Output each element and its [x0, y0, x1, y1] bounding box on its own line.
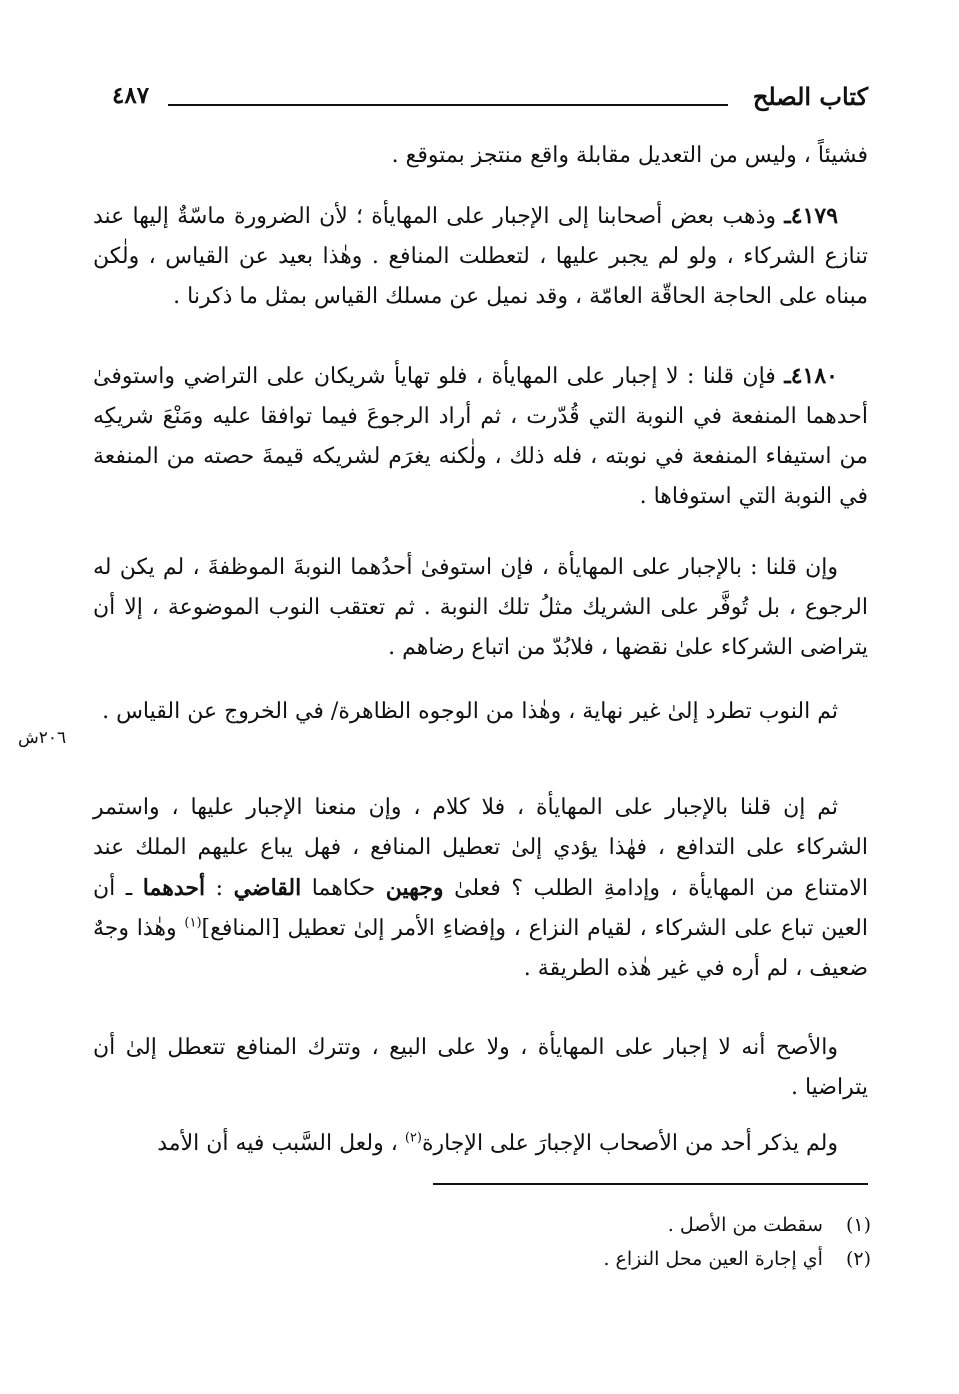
page-header — [112, 78, 868, 118]
bold-term: القاضي — [233, 875, 302, 901]
paragraph-number: ٤١٨٠ـ — [784, 363, 838, 389]
paragraph-ijbar — [93, 548, 868, 668]
paragraph-continuation — [93, 136, 868, 176]
page-number: ٤٨٧ — [112, 82, 150, 109]
paragraph-text: وذهب بعض أصحابنا إلى الإجبار على المهايأة ؛ لأن الضرورة ماسّةٌ إليها عند تنازع الشركاء ، ولو لم يجبر عليها ، لتعطلت المنافع . وهٰذا بعيد عن القياس ، ولٰكن مبناه على الحاجة الحاقّة العامّة ، وقد نميل عن مسلك القياس بمثل ما ذكرنا . — [93, 204, 868, 309]
footnote-1 — [371, 1208, 871, 1242]
paragraph-text: وهٰذا وجهٌ ضعيف ، لم أره في غير هٰذه الطريقة . — [93, 916, 868, 981]
bold-term: وجهين — [385, 875, 444, 901]
paragraph-number: ٤١٧٩ـ — [784, 203, 839, 229]
paragraph-text: ، ولعل السَّبب فيه أن الأمد — [157, 1131, 398, 1156]
paragraph-4180 — [93, 356, 868, 517]
bold-term: أحدهما — [142, 875, 206, 901]
footnote-number: (١) — [845, 1214, 871, 1236]
paragraph-4179 — [93, 196, 868, 317]
paragraph-text: وإن قلنا : بالإجبار على المهايأة ، فإن استوفىٰ أحدُهما النوبةَ الموظفةَ ، لم يكن له الرجوع ، بل تُوفَّر على الشريك مثلُ تلك النوبة . ثم تعتقب النوب الموضوعة ، إلا أن يتراضى الشركاء علىٰ نقضها ، فلابُدّ من اتباع رضاهم . — [93, 555, 868, 660]
paragraph-ijara — [93, 1124, 868, 1164]
paragraph-text: والأصح أنه لا إجبار على المهايأة ، ولا على البيع ، وتترك المنافع تتعطل إلىٰ أن يتراضيا . — [93, 1035, 868, 1100]
running-title: كتاب الصلح — [752, 82, 868, 111]
footnote-2 — [371, 1242, 871, 1276]
paragraph-text: فإن قلنا : لا إجبار على المهايأة ، فلو تهايأ شريكان على التراضي واستوفىٰ أحدهما المنفعة في النوبة التي قُدّرت ، ثم أراد الرجوعَ فيما توافقا عليه ومَنْعَ شريكِه من استيفاء المنفعة في نوبته ، فله ذلك ، ولٰكنه يغرَم لشريكه قيمةَ حصته من المنفعة في النوبة التي استوفاها . — [93, 364, 868, 509]
paragraph-text: حكاهما — [311, 876, 376, 901]
header-rule — [168, 104, 728, 106]
footnotes — [371, 1208, 871, 1276]
paragraph-text: : — [215, 876, 224, 901]
paragraph-asah — [93, 1028, 868, 1108]
paragraph-text: فشيئاً ، وليس من التعديل مقابلة واقع منتجز بمتوقع . — [391, 143, 868, 168]
footnote-text: أي إجارة العين محل النزاع . — [603, 1248, 823, 1270]
footnote-number: (٢) — [845, 1248, 871, 1270]
paragraph-text: ولم يذكر أحد من الأصحاب الإجبارَ على الإجارة — [421, 1131, 838, 1156]
paragraph-bay — [93, 788, 868, 989]
footnote-text: سقطت من الأصل . — [667, 1214, 823, 1236]
paragraph-nuwab — [93, 692, 868, 732]
footnote-ref[interactable]: (١) — [184, 915, 202, 931]
paragraph-text: ـ أن العين تباع على الشركاء ، لقيام النزاع ، وإفضاءِ الأمر إلىٰ تعطيل [المنافع] — [93, 876, 868, 941]
paragraph-text: ثم إن قلنا بالإجبار على المهايأة ، فلا كلام ، وإن منعنا الإجبار عليها ، واستمر الشركاء على التدافع ، فهٰذا يؤدي إلىٰ تعطيل المنافع ، فهل يباع عليهم الملك عند الامتناع من المهايأة ، وإدامةِ الطلب ؟ فعلىٰ — [93, 795, 869, 901]
paragraph-text: ثم النوب تطرد إلىٰ غير نهاية ، وهٰذا من الوجوه الظاهرة/ في الخروج عن القياس . — [102, 699, 838, 724]
footnote-separator — [433, 1183, 868, 1185]
footnote-ref[interactable]: (٢) — [404, 1130, 422, 1146]
margin-note: ٢٠٦ش — [18, 728, 67, 748]
